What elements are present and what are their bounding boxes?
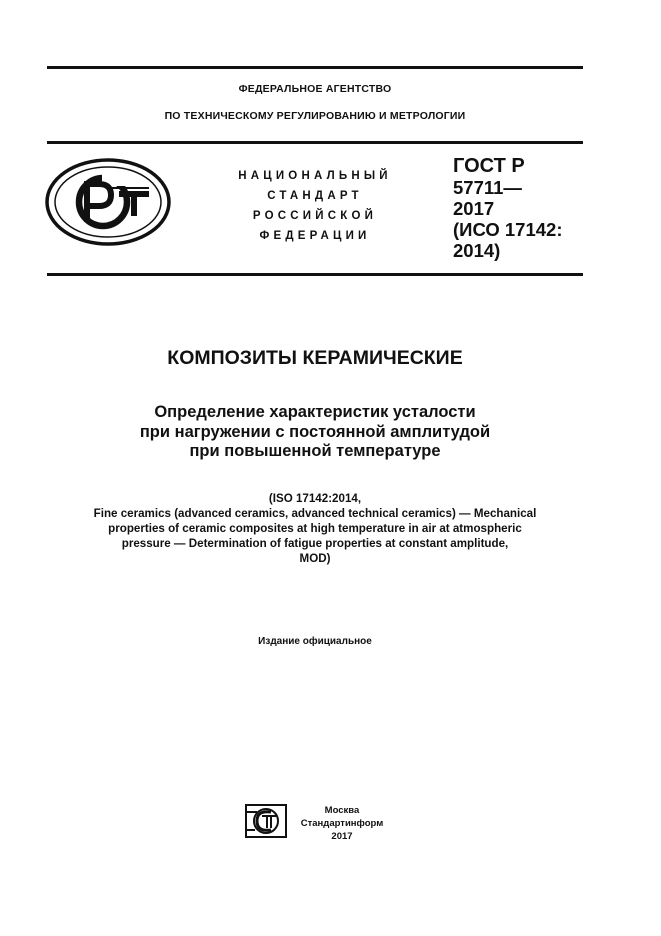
iso-reference-line: (ISO 17142:2014, <box>268 492 362 505</box>
subtitle-line: Определение характеристик усталости <box>154 403 476 421</box>
document-title: КОМПОЗИТЫ КЕРАМИЧЕСКИЕ <box>167 347 463 369</box>
iso-reference-line: pressure — Determination of fatigue properties at constant amplitude, <box>121 537 509 550</box>
gost-line: 57711— <box>453 177 522 198</box>
top-rule <box>47 66 583 69</box>
standartinform-logo-icon <box>245 804 287 838</box>
gost-line: 2014) <box>453 240 501 261</box>
iso-reference-line: MOD) <box>299 552 331 565</box>
gost-line: 2017 <box>453 198 495 219</box>
standard-block-rule <box>47 273 583 276</box>
rst-certification-mark-icon <box>45 158 171 246</box>
national-line: НАЦИОНАЛЬНЫЙ <box>238 170 392 182</box>
subtitle-line: при нагружении с постоянной амплитудой <box>139 422 491 441</box>
publisher-year: 2017 <box>331 831 353 842</box>
edition-note: Издание официальное <box>258 636 372 647</box>
national-standard-label <box>200 166 430 246</box>
agency-line-1: ФЕДЕРАЛЬНОЕ АГЕНТСТВО <box>238 83 392 95</box>
iso-reference-line: properties of ceramic composites at high temperature in air at atmospheric <box>108 522 522 535</box>
national-line: СТАНДАРТ <box>267 190 363 202</box>
iso-reference-line: Fine ceramics (advanced ceramics, advanced technical ceramics) — Mechanical <box>93 507 537 520</box>
iso-reference <box>47 491 583 566</box>
national-line: ФЕДЕРАЦИИ <box>259 230 371 242</box>
subtitle-line: при повышенной температуре <box>189 442 441 460</box>
agency-rule <box>47 141 583 144</box>
publisher-city: Москва <box>324 805 360 816</box>
gost-line: ГОСТ Р <box>453 155 525 177</box>
national-line: РОССИЙСКОЙ <box>252 210 378 222</box>
gost-designation <box>453 156 593 261</box>
agency-line-2: ПО ТЕХНИЧЕСКОМУ РЕГУЛИРОВАНИЮ И МЕТРОЛОГИИ <box>164 110 466 122</box>
document-subtitle <box>47 403 583 462</box>
publisher-info <box>292 804 392 843</box>
gost-line: (ИСО 17142: <box>453 219 563 240</box>
publisher-name: Стандартинформ <box>300 818 384 829</box>
